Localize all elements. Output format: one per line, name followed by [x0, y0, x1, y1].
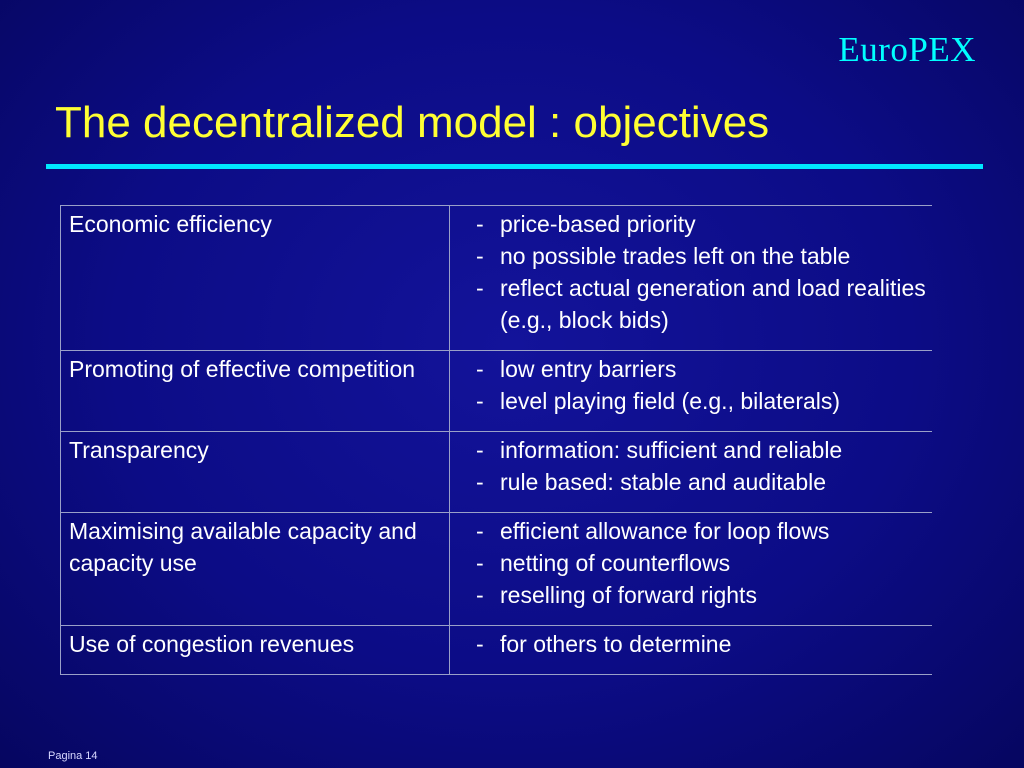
list-item	[476, 385, 932, 417]
objective-cell: Maximising available capacity and capacity use	[61, 513, 450, 626]
bullet-dash: -	[476, 275, 484, 301]
list-item-text: efficient allowance for loop flows	[500, 518, 830, 544]
bullet-dash: -	[476, 518, 484, 544]
means-cell	[450, 206, 933, 351]
objective-cell: Promoting of effective competition	[61, 351, 450, 432]
brand-logo-text: EuroPEX	[838, 30, 976, 69]
list-item	[476, 515, 932, 547]
list-item	[476, 434, 932, 466]
list-item	[476, 628, 932, 660]
list-item-text: for others to determine	[500, 631, 732, 657]
list-item-text: rule based: stable and auditable	[500, 469, 827, 495]
means-list	[476, 434, 932, 498]
list-item-text: information: sufficient and reliable	[500, 437, 843, 463]
bullet-dash: -	[476, 211, 484, 237]
means-cell	[450, 432, 933, 513]
bullet-dash: -	[476, 388, 484, 414]
list-item	[476, 579, 932, 611]
list-item-text: low entry barriers	[500, 356, 677, 382]
means-cell	[450, 351, 933, 432]
table-row	[61, 626, 933, 675]
table-row	[61, 351, 933, 432]
list-item	[476, 353, 932, 385]
title-divider	[46, 164, 983, 169]
list-item	[476, 466, 932, 498]
bullet-dash: -	[476, 469, 484, 495]
list-item-text: no possible trades left on the table	[500, 243, 851, 269]
slide-title: The decentralized model : objectives	[55, 98, 770, 147]
objective-cell: Transparency	[61, 432, 450, 513]
page-number: Pagina 14	[48, 750, 98, 762]
bullet-dash: -	[476, 550, 484, 576]
objective-cell: Economic efficiency	[61, 206, 450, 351]
means-list	[476, 208, 932, 336]
means-list	[476, 353, 932, 417]
means-cell	[450, 513, 933, 626]
table-row	[61, 206, 933, 351]
table-row	[61, 432, 933, 513]
bullet-dash: -	[476, 356, 484, 382]
list-item-text: reflect actual generation and load realities (e.g., block bids)	[500, 275, 926, 333]
list-item-text: level playing field (e.g., bilaterals)	[500, 388, 841, 414]
list-item-text: reselling of forward rights	[500, 582, 757, 608]
means-list	[476, 515, 932, 611]
list-item	[476, 272, 932, 336]
objectives-table	[60, 205, 932, 675]
means-cell	[450, 626, 933, 675]
list-item	[476, 547, 932, 579]
list-item-text: netting of counterflows	[500, 550, 731, 576]
bullet-dash: -	[476, 243, 484, 269]
objective-cell: Use of congestion revenues	[61, 626, 450, 675]
means-list	[476, 628, 932, 660]
bullet-dash: -	[476, 582, 484, 608]
list-item	[476, 208, 932, 240]
bullet-dash: -	[476, 631, 484, 657]
bullet-dash: -	[476, 437, 484, 463]
table-row	[61, 513, 933, 626]
list-item	[476, 240, 932, 272]
list-item-text: price-based priority	[500, 211, 696, 237]
